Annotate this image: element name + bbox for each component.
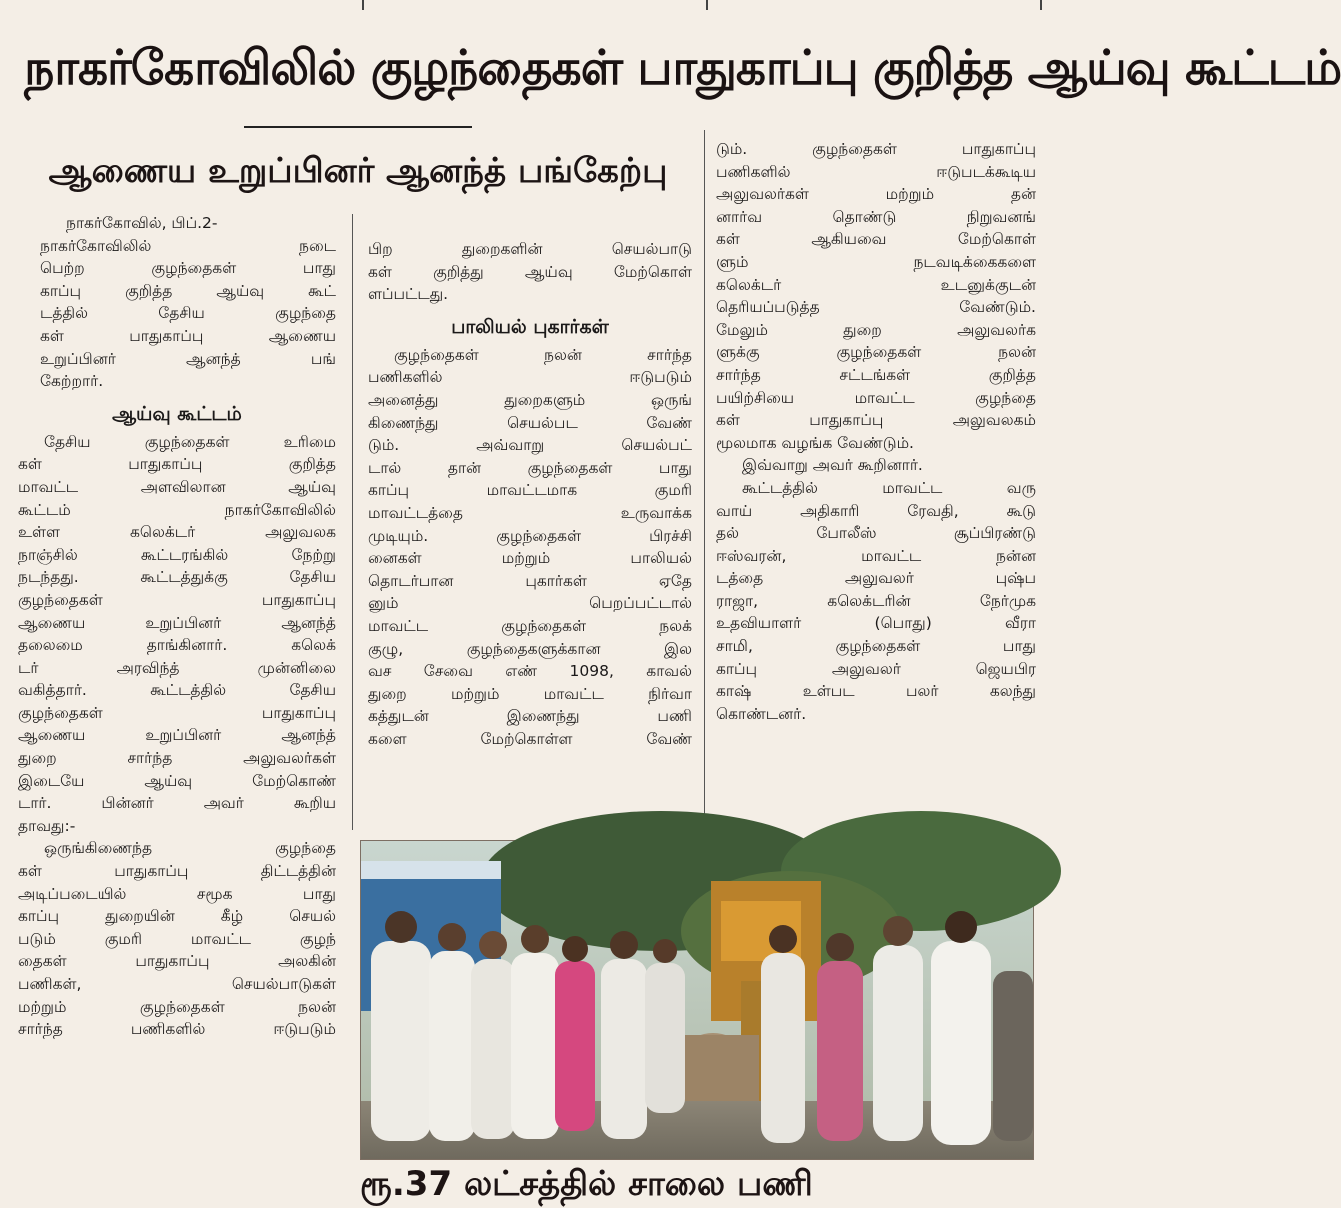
body-paragraph [716,138,1036,725]
text-line: ஒருங்கிணைந்த குழந்தை [44,839,336,858]
text-line: நாகர்கோவிலில் நடை [40,236,336,255]
article-column-1 [18,212,336,1041]
text-line: தெரியப்படுத்த வேண்டும். [716,298,1036,317]
text-line: முடியும். குழந்தைகள் பிரச்சி [368,526,692,545]
article-column-3 [716,138,1036,725]
text-line: காப்பு மாவட்டமாக குமரி [368,481,692,500]
body-paragraph [368,344,692,751]
text-line: பெற்ற குழந்தைகள் பாது [40,259,336,278]
text-line: தொடர்பான புகார்கள் ஏதே [368,571,692,590]
text-line: துறை சார்ந்த அலுவலர்கள் [18,749,336,768]
text-line: ராஜா, கலெக்டரின் நேர்முக [716,591,1036,610]
text-line: கள் பாதுகாப்பு ஆணைய [40,326,336,345]
text-line: வச சேவை எண் 1098, காவல் [368,662,692,681]
text-line: டும். குழந்தைகள் பாதுகாப்பு [716,140,1036,158]
text-line: னும் பெறப்பட்டால் [368,594,692,613]
text-line: தைகள் பாதுகாப்பு அலகின் [18,952,336,971]
text-line: னைகள் மற்றும் பாலியல் [368,549,692,568]
text-line: உள்ள கலெக்டர் அலுவலக [18,523,336,542]
text-line: நடந்தது. கூட்டத்துக்கு தேசிய [18,568,336,587]
text-line: கத்துடன் இணைந்து பணி [368,707,692,726]
text-line: காஷ் உள்பட பலர் கலந்து [716,682,1036,701]
text-line: களை மேற்கொள்ள வேண் [368,729,692,748]
text-line: பயிற்சியை மாவட்ட குழந்தை [716,388,1036,407]
text-line: டத்தில் தேசிய குழந்தை [40,304,336,323]
text-line: கள் பாதுகாப்பு குறித்த [18,455,336,474]
text-line: கொண்டனர். [716,704,807,723]
text-line: நாஞ்சில் கூட்டரங்கில் நேற்று [18,545,336,564]
text-line: பணிகளில் ஈடுபடக்கூடிய [716,162,1036,181]
text-line: ளுக்கு குழந்தைகள் நலன் [716,343,1036,362]
text-line: ளப்பட்டது. [368,285,449,304]
text-line: சார்ந்த பணிகளில் ஈடுபடும் [18,1020,336,1039]
text-line: குழு, குழந்தைகளுக்கான இல [368,639,692,658]
text-line: கள் பாதுகாப்பு அலுவலகம் [716,411,1036,430]
text-line: தேசிய குழந்தைகள் உரிமை [44,432,336,451]
text-line: காப்பு குறித்த ஆய்வு கூட் [40,281,336,300]
text-line: டத்தை அலுவலர் புஷ்ப [716,569,1036,588]
text-line: ஆணைய உறுப்பினர் ஆனந்த் [18,726,336,745]
subheadline: ஆணைய உறுப்பினர் ஆனந்த் பங்கேற்பு [48,151,668,191]
news-photo [360,840,1034,1160]
text-line: டர் அரவிந்த் முன்னிலை [18,658,336,677]
text-line: ஆணைய உறுப்பினர் ஆனந்த் [18,613,336,632]
text-line: பணிகளில் ஈடுபடும் [368,368,692,387]
text-line: காப்பு துறையின் கீழ் செயல் [18,907,336,926]
top-edge-marks [0,0,1052,10]
article-column-2 [368,238,692,750]
text-line: குழந்தைகள் நலன் சார்ந்த [394,345,692,364]
text-line: அலுவலர்கள் மற்றும் தன் [716,185,1036,204]
body-paragraph [368,238,692,306]
section-heading-review: ஆய்வு கூட்டம் [112,402,242,425]
text-line: ளும் நடவடிக்கைகளை [716,252,1036,271]
bottom-headline: ரூ.37 லட்சத்தில் சாலை பணி [360,1164,813,1204]
text-line: இவ்வாறு அவர் கூறினார். [742,456,923,475]
text-line: மற்றும் குழந்தைகள் நலன் [18,997,336,1016]
text-line: வாய் அதிகாரி ரேவதி, கூடு [716,501,1036,520]
text-line: உதவியாளர் (பொது) வீரா [716,614,1036,633]
text-line: கிணைந்து செயல்பட வேண் [368,413,692,432]
text-line: டும். அவ்வாறு செயல்பட் [368,436,692,455]
text-line: மாவட்டத்தை உருவாக்க [368,503,692,522]
text-line: அடிப்படையில் சமூக பாது [18,884,336,903]
text-line: கேற்றார். [40,372,104,391]
text-line: நாகர்கோவில், பிப்.2- [66,214,218,232]
text-line: இடையே ஆய்வு மேற்கொண் [18,771,336,790]
text-line: படும் குமரி மாவட்ட குழந் [18,929,336,948]
text-line: கூட்டம் நாகர்கோவிலில் [18,500,336,519]
text-line: வகித்தார். கூட்டத்தில் தேசிய [18,681,336,700]
column-divider [352,214,353,830]
text-line: டால் தான் குழந்தைகள் பாது [368,458,692,477]
text-line: தலைமை தாங்கினார். கலெக் [18,636,336,655]
intro-paragraph [18,212,336,393]
text-line: துறை மற்றும் மாவட்ட நிர்வா [368,684,692,703]
section-heading-complaints: பாலியல் புகார்கள் [451,315,609,338]
text-line: தல் போலீஸ் சூப்பிரண்டு [716,524,1036,543]
text-line: காப்பு அலுவலர் ஜெயபிர [716,659,1036,678]
text-line: மாவட்ட குழந்தைகள் நலக் [368,616,692,635]
column-divider [704,130,705,830]
text-line: சார்ந்த சட்டங்கள் குறித்த [716,365,1036,384]
text-line: ஈஸ்வரன், மாவட்ட நன்ன [716,546,1036,565]
text-line: குழந்தைகள் பாதுகாப்பு [18,590,336,609]
text-line: குழந்தைகள் பாதுகாப்பு [18,703,336,722]
text-line: பணிகள், செயல்பாடுகள் [18,975,336,993]
text-line: டார். பின்னர் அவர் கூறிய [18,794,336,813]
text-line: மேலும் துறை அலுவலர்க [716,320,1036,339]
text-line: தாவது:- [18,816,76,835]
divider-rule [244,126,472,128]
text-line: கூட்டத்தில் மாவட்ட வரு [742,478,1036,497]
headline: நாகர்கோவிலில் குழந்தைகள் பாதுகாப்பு குறித்த ஆய்வு கூட்டம் [24,40,1341,96]
text-line: பிற துறைகளின் செயல்பாடு [368,240,692,258]
text-line: அனைத்து துறைகளும் ஒருங் [368,390,692,409]
text-line: கள் பாதுகாப்பு திட்டத்தின் [18,862,336,881]
text-line: கலெக்டர் உடனுக்குடன் [716,275,1036,294]
body-paragraph [18,431,336,1041]
text-line: னார்வ தொண்டு நிறுவனங் [716,207,1036,226]
text-line: சாமி, குழந்தைகள் பாது [716,637,1036,656]
text-line: உறுப்பினர் ஆனந்த் பங் [40,349,336,368]
text-line: கள் ஆகியவை மேற்கொள் [716,230,1036,249]
text-line: கள் குறித்து ஆய்வு மேற்கொள் [368,262,692,281]
text-line: மூலமாக வழங்க வேண்டும். [716,433,914,452]
text-line: மாவட்ட அளவிலான ஆய்வு [18,477,336,496]
